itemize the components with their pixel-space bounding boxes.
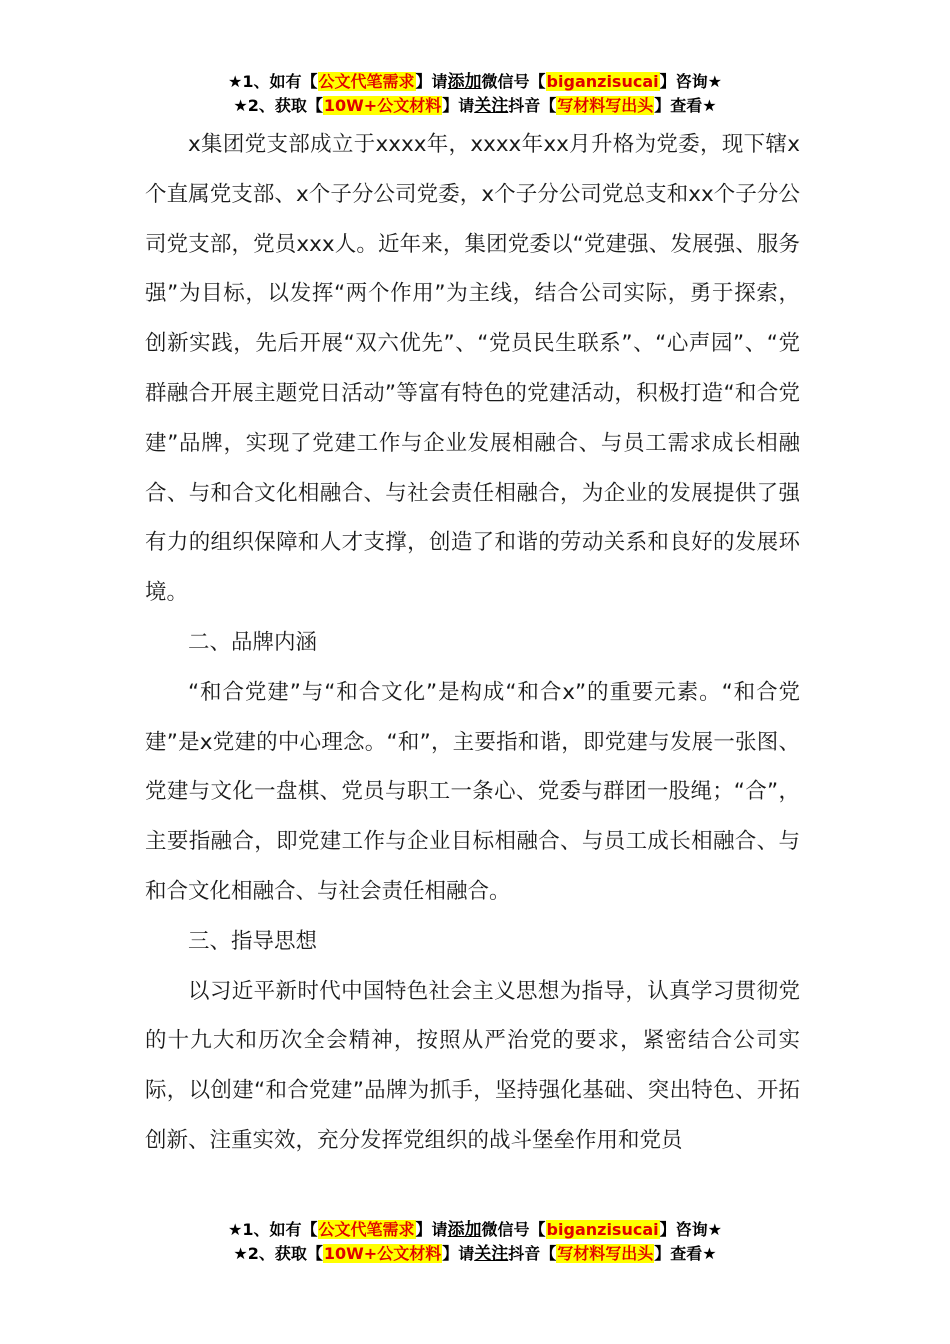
star-icon: ★ <box>228 72 243 91</box>
highlight-service: 公文代笔需求 <box>318 1220 415 1239</box>
star-icon: ★ <box>702 1244 717 1263</box>
star-icon: ★ <box>702 96 717 115</box>
banner-text: 】查看 <box>654 96 703 115</box>
banner-text: 】请 <box>415 1220 448 1239</box>
emphasis-text: 关注 <box>474 96 509 116</box>
highlight-materials: 10W+公文材料 <box>323 96 442 115</box>
highlight-douyin-id: 写材料写出头 <box>557 96 654 115</box>
highlight-materials: 10W+公文材料 <box>323 1244 442 1263</box>
banner-text: 2、获取【 <box>247 96 323 115</box>
star-icon: ★ <box>233 96 248 115</box>
emphasis-text: 关注 <box>474 1244 509 1264</box>
banner-text: 】请 <box>442 96 475 115</box>
highlight-wechat-id: biganzisucai <box>546 72 659 91</box>
banner-line-2 <box>0 94 950 118</box>
banner-line-1 <box>0 1218 950 1242</box>
guiding-ideology-paragraph: 以习近平新时代中国特色社会主义思想为指导，认真学习贯彻党的十九大和历次全会精神，按照从严治党的要求，紧密结合公司实际，以创建“和合党建”品牌为抓手，坚持强化基础、突出特色、开拓创新、注重实效，充分发挥党组织的战斗堡垒作用和党员 <box>145 978 800 1153</box>
brand-connotation-paragraph: “和合党建”与“和合文化”是构成“和合x”的重要元素。“和合党建”是x党建的中心理念。“和”，主要指和谐，即党建与发展一张图、党建与文化一盘棋、党员与职工一条心、党委与群团一股绳；“合”，主要指融合，即党建工作与企业目标相融合、与员工成长相融合、与和合文化相融合、与社会责任相融合。 <box>145 679 800 904</box>
banner-text: 】请 <box>442 1244 475 1263</box>
banner-text: 2、获取【 <box>247 1244 323 1263</box>
section-heading-guiding-ideology: 三、指导思想 <box>188 928 318 954</box>
star-icon: ★ <box>228 1220 243 1239</box>
banner-text: 微信号【 <box>481 1220 546 1239</box>
highlight-douyin-id: 写材料写出头 <box>557 1244 654 1263</box>
highlight-wechat-id: biganzisucai <box>546 1220 659 1239</box>
document-body <box>145 120 800 1166</box>
highlight-service: 公文代笔需求 <box>318 72 415 91</box>
banner-text: 】查看 <box>654 1244 703 1263</box>
banner-text: 抖音【 <box>508 1244 557 1263</box>
star-icon: ★ <box>707 72 722 91</box>
emphasis-text: 添加 <box>447 1220 482 1240</box>
banner-text: 1、如有【 <box>242 1220 318 1239</box>
banner-text: 1、如有【 <box>242 72 318 91</box>
banner-line-2 <box>0 1242 950 1266</box>
intro-paragraph: x集团党支部成立于xxxx年，xxxx年xx月升格为党委，现下辖x个直属党支部、x个子分公司党委，x个子分公司党总支和xx个子分公司党支部，党员xxx人。近年来，集团党委以“党建强、发展强、服务强”为目标，以发挥“两个作用”为主线，结合公司实际，勇于探索，创新实践，先后开展“双六优先”、“党员民生联系”、“心声园”、“党群融合开展主题党日活动”等富有特色的党建活动，积极打造“和合党建”品牌，实现了党建工作与企业发展相融合、与员工需求成长相融合、与和合文化相融合、与社会责任相融合，为企业的发展提供了强有力的组织保障和人才支撑，创造了和谐的劳动关系和良好的发展环境。 <box>145 132 800 606</box>
banner-line-1 <box>0 70 950 94</box>
star-icon: ★ <box>233 1244 248 1263</box>
banner-text: 抖音【 <box>508 96 557 115</box>
banner-text: 】咨询 <box>659 1220 708 1239</box>
banner-text: 】咨询 <box>659 72 708 91</box>
section-heading-brand-connotation: 二、品牌内涵 <box>188 629 318 655</box>
banner-text: 】请 <box>415 72 448 91</box>
header-banner <box>0 70 950 118</box>
star-icon: ★ <box>707 1220 722 1239</box>
banner-text: 微信号【 <box>481 72 546 91</box>
footer-banner <box>0 1218 950 1266</box>
emphasis-text: 添加 <box>447 72 482 92</box>
